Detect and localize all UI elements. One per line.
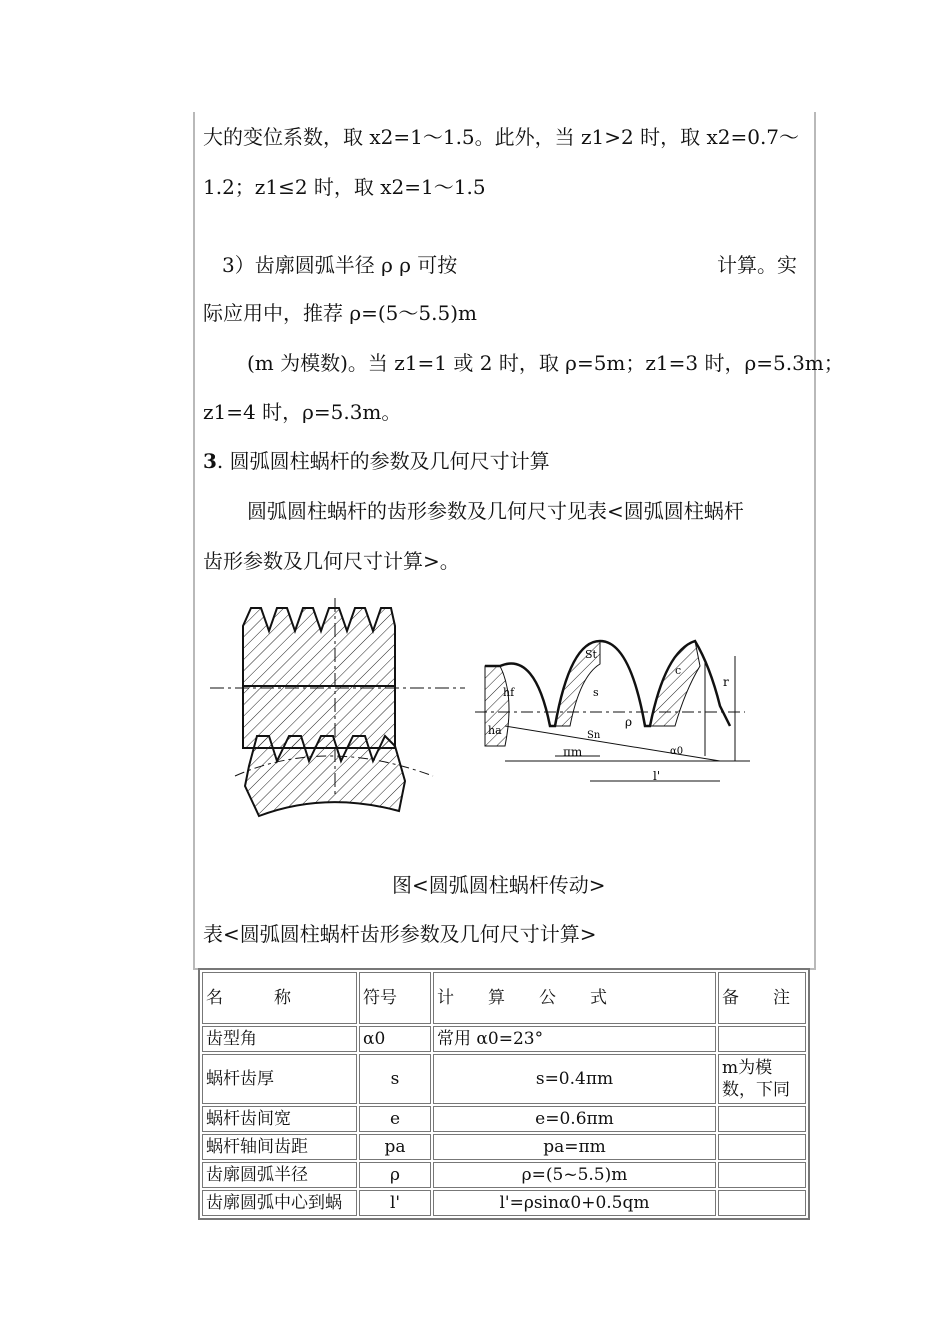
cell-formula: l'=ρsinα0+0.5qm	[433, 1190, 716, 1216]
paragraph-line: 际应用中，推荐 ρ=(5～5.5)m	[203, 301, 477, 325]
content-frame	[193, 112, 816, 970]
header-symbol: 符号	[359, 972, 431, 1024]
label-alpha: α0	[670, 746, 684, 757]
cell-note: m为模数，下同	[718, 1054, 806, 1104]
table-row	[202, 1134, 806, 1160]
table-title: 表<圆弧圆柱蜗杆齿形参数及几何尺寸计算>	[203, 922, 597, 946]
paragraph-line: (m 为模数)。当 z1=1 或 2 时，取 ρ=5m；z1=3 时，ρ=5.3m；	[247, 351, 844, 375]
section-title: . 圆弧圆柱蜗杆的参数及几何尺寸计算	[216, 449, 550, 473]
paragraph-line: 计算。实	[717, 253, 797, 277]
header-name: 名 称	[202, 972, 357, 1024]
label-l: l'	[653, 769, 661, 783]
cell-name: 齿型角	[202, 1026, 357, 1052]
label-rho: ρ	[625, 715, 633, 729]
label-st: St	[585, 648, 597, 661]
paragraph-line: 圆弧圆柱蜗杆的齿形参数及几何尺寸见表<圆弧圆柱蜗杆	[247, 499, 744, 523]
header-note: 备 注	[718, 972, 806, 1024]
paragraph-line: 齿形参数及几何尺寸计算>。	[203, 549, 460, 573]
figure-caption: 图<圆弧圆柱蜗杆传动>	[392, 873, 606, 897]
cell-name: 齿廓圆弧半径	[202, 1162, 357, 1188]
cell-note	[718, 1026, 806, 1052]
tooth-profile-drawing	[475, 641, 750, 781]
table-header-row	[202, 972, 806, 1024]
header-formula: 计 算 公 式	[433, 972, 716, 1024]
table-row	[202, 1054, 806, 1104]
worm-gear-figure	[205, 596, 765, 826]
label-hf: hf	[503, 686, 515, 699]
cell-symbol: e	[359, 1106, 431, 1132]
paragraph-line: 大的变位系数，取 x2=1～1.5。此外，当 z1>2 时，取 x2=0.7～	[203, 125, 800, 149]
cell-name: 蜗杆轴间齿距	[202, 1134, 357, 1160]
paragraph-line: 1.2；z1≤2 时，取 x2=1～1.5	[203, 175, 486, 199]
table-row	[202, 1162, 806, 1188]
cell-formula: pa=πm	[433, 1134, 716, 1160]
cell-symbol: pa	[359, 1134, 431, 1160]
cell-name: 蜗杆齿厚	[202, 1054, 357, 1104]
paragraph-line: z1=4 时，ρ=5.3m。	[203, 400, 402, 424]
label-c: c	[675, 664, 682, 677]
cell-formula: 常用 α0=23°	[433, 1026, 716, 1052]
label-pi-m: πm	[563, 745, 583, 759]
label-r: r	[723, 675, 729, 689]
cell-symbol: ρ	[359, 1162, 431, 1188]
label-s: s	[593, 686, 599, 699]
cell-formula: e=0.6πm	[433, 1106, 716, 1132]
section-number: 3	[203, 449, 217, 473]
cell-note	[718, 1106, 806, 1132]
section-heading	[203, 448, 550, 474]
cell-note	[718, 1134, 806, 1160]
cell-formula: ρ=(5~5.5)m	[433, 1162, 716, 1188]
cell-symbol: s	[359, 1054, 431, 1104]
parameter-table	[198, 968, 810, 1220]
paragraph-line: 3）齿廓圆弧半径 ρ ρ 可按	[222, 253, 458, 277]
table-row	[202, 1190, 806, 1216]
label-ha: ha	[488, 724, 502, 737]
table-row	[202, 1026, 806, 1052]
cell-note	[718, 1162, 806, 1188]
label-sn: Sn	[587, 730, 601, 741]
cell-formula: s=0.4πm	[433, 1054, 716, 1104]
worm-wheel-drawing	[210, 598, 465, 816]
cell-name: 齿廓圆弧中心到蜗	[202, 1190, 357, 1216]
table-row	[202, 1106, 806, 1132]
cell-symbol: α0	[359, 1026, 431, 1052]
cell-symbol: l'	[359, 1190, 431, 1216]
cell-name: 蜗杆齿间宽	[202, 1106, 357, 1132]
cell-note	[718, 1190, 806, 1216]
